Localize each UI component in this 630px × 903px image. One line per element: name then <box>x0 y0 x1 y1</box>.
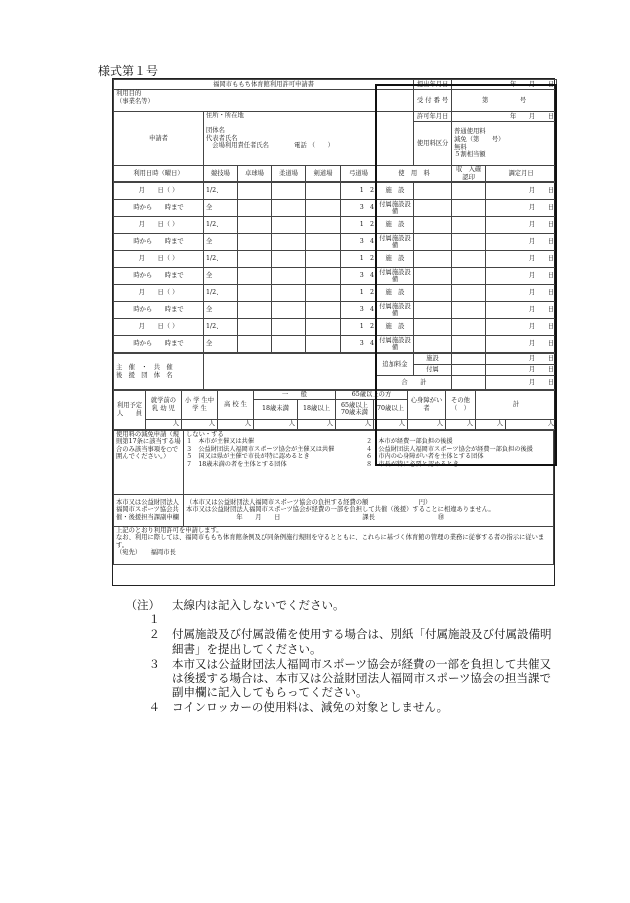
header-arena: 競技場 <box>204 166 238 182</box>
kendo-field[interactable] <box>306 183 341 200</box>
kendo-field[interactable] <box>306 234 341 251</box>
receipt-seal <box>452 217 486 234</box>
att-count[interactable]: 人 <box>408 419 446 429</box>
total-field[interactable] <box>452 376 486 390</box>
header-table-tennis: 卓球場 <box>238 166 272 182</box>
att-count[interactable]: 人 <box>254 419 298 429</box>
fee-facility: 施 設 <box>377 251 414 268</box>
kendo-field[interactable] <box>306 336 341 353</box>
tt-field[interactable] <box>238 336 272 353</box>
att-general: 一 般 <box>254 391 336 400</box>
reduction-item[interactable]: ２ 本市が経費一部負担の後援 <box>366 438 453 446</box>
receipt-seal <box>452 234 486 251</box>
kyudo-field[interactable]: 1 2 <box>341 217 377 234</box>
extra-date-a: 月 日 <box>486 354 557 365</box>
fee-attached: 付属施設設 備 <box>377 200 414 217</box>
adjust-date: 月 日 <box>486 234 557 251</box>
att-u18: 18歳未満 <box>254 399 298 419</box>
reduction-label: 使用料の減免申請（規則第17条に該当する場合のみ該当事項を○で囲んでください。） <box>114 430 184 494</box>
judo-field[interactable] <box>272 183 306 200</box>
kyudo-field[interactable]: 3 4 <box>341 200 377 217</box>
time-field[interactable]: 時から 時まで <box>114 234 204 251</box>
fee-facility-field[interactable] <box>414 217 452 234</box>
att-count[interactable]: 人 <box>146 419 182 429</box>
att-count[interactable]: 人 <box>446 419 476 429</box>
fee-attached: 付属施設設 備 <box>377 268 414 285</box>
att-o18: 18歳以上 <box>298 399 336 419</box>
tt-field[interactable] <box>238 285 272 302</box>
reduction-item[interactable]: ４ 公益財団法人福岡市スポーツ協会が経費一部負担の後援 <box>366 445 533 453</box>
arena-field[interactable]: 1/2、 <box>204 251 238 268</box>
receipt-seal <box>452 183 486 200</box>
extra-fee-label: 追加料金 <box>377 354 414 376</box>
reduction-item[interactable]: １ 本市が主催又は共催 <box>186 438 255 446</box>
arena-field[interactable]: 1/2、 <box>204 285 238 302</box>
declaration: 上記のとおり利用許可を申請します。 なお、利用に際しては、福岡市ももち体育館条例及び同条例施行規則を守るとともに、これらに基づく体育館の管理の業務に従事する者の指示に従います。 （宛先） 福岡市長 <box>114 526 554 564</box>
applicant-side-label: 申請者 <box>114 112 204 166</box>
extra-attached: 付属 <box>414 365 452 376</box>
note-item: ３ 本市又は公益財団法人福岡市スポーツ協会が経費の一部を負担して共催又は後援する場合は、本市又は公益財団法人福岡市スポーツ協会の担当課で副申欄に記入してもらってください。 <box>148 656 552 700</box>
judo-field[interactable] <box>272 251 306 268</box>
adjust-date: 月 日 <box>486 285 557 302</box>
note-item: （注）１ 太線内は記入しないでください。 <box>125 598 345 627</box>
judo-field[interactable] <box>272 319 306 336</box>
fee-attached-field[interactable] <box>414 268 452 285</box>
judo-field[interactable] <box>272 268 306 285</box>
att-high: 高 校 生 <box>218 391 254 420</box>
adjust-date: 月 日 <box>486 302 557 319</box>
kyudo-field[interactable]: 1 2 <box>341 251 377 268</box>
kyudo-field[interactable]: 1 2 <box>341 183 377 200</box>
att-preschool: 就学前の乳 幼 児 <box>146 391 182 420</box>
reduction-item[interactable]: ５ 国又は県が主催で市長が特に認めるとき <box>186 453 310 461</box>
fee-class-options[interactable]: 普通使用料 減免（第 号） 無料 ５割相当額 <box>452 122 557 166</box>
kendo-field[interactable] <box>306 217 341 234</box>
date-field[interactable]: 月 日（ ） <box>114 183 204 200</box>
permit-date-label: 許可年月日 <box>414 112 452 122</box>
submit-date-label: 提出年月日 <box>414 80 452 90</box>
tt-field[interactable] <box>238 200 272 217</box>
total-date: 月 日 <box>486 376 557 390</box>
reduction-item[interactable]: ７ 18歳未満の者を主体とする団体 <box>186 460 287 468</box>
adjust-date: 月 日 <box>486 183 557 200</box>
application-form <box>112 78 555 586</box>
arena-field[interactable]: 1/2、 <box>204 319 238 336</box>
att-count[interactable]: 人 <box>476 419 506 429</box>
date-field[interactable]: 月 日（ ） <box>114 251 204 268</box>
adjust-date: 月 日 <box>486 200 557 217</box>
adjust-date: 月 日 <box>486 251 557 268</box>
tt-field[interactable] <box>238 268 272 285</box>
reduction-item[interactable]: ３ 公益財団法人福岡市スポーツ協会が主催又は共催 <box>186 445 335 453</box>
kyudo-field[interactable]: 3 4 <box>341 336 377 353</box>
fee-facility: 施 設 <box>377 285 414 302</box>
arena-full[interactable]: 全 <box>204 302 238 319</box>
fee-attached: 付属施設設 備 <box>377 234 414 251</box>
kyudo-field[interactable]: 3 4 <box>341 234 377 251</box>
judo-field[interactable] <box>272 200 306 217</box>
receipt-seal <box>452 268 486 285</box>
fee-facility: 施 設 <box>377 319 414 336</box>
att-other: その他（ ） <box>446 391 476 420</box>
purpose-field[interactable]: 利用目的 （事業名等） <box>114 90 414 112</box>
adjust-date: 月 日 <box>486 319 557 336</box>
att-count[interactable]: 人 <box>182 419 218 429</box>
att-65-70: 65歳以上70歳未満 <box>336 399 374 419</box>
extra-attached-field[interactable] <box>452 365 486 376</box>
arena-full[interactable]: 全 <box>204 268 238 285</box>
extra-date-b: 月 日 <box>486 365 557 376</box>
att-70: 70歳以上 <box>374 399 408 419</box>
organizer-field[interactable] <box>204 354 377 390</box>
header-kendo: 剣道場 <box>306 166 341 182</box>
att-school: 小 学 生中 学 生 <box>182 391 218 420</box>
form-title: 福岡市ももち体育館利用許可申請書 <box>114 80 414 90</box>
kendo-field[interactable] <box>306 268 341 285</box>
receipt-seal <box>452 319 486 336</box>
fee-facility: 施 設 <box>377 217 414 234</box>
date-field[interactable]: 月 日（ ） <box>114 217 204 234</box>
header-fee: 使 用 料 <box>377 166 452 182</box>
att-total: 計 <box>476 391 557 420</box>
kendo-field[interactable] <box>306 302 341 319</box>
fee-facility-field[interactable] <box>414 285 452 302</box>
tt-field[interactable] <box>238 319 272 336</box>
kyudo-field[interactable]: 1 2 <box>341 285 377 302</box>
att-count[interactable]: 人 <box>374 419 408 429</box>
att-count[interactable]: 人 <box>336 419 374 429</box>
date-field[interactable]: 月 日（ ） <box>114 285 204 302</box>
att-count[interactable]: 人 <box>506 419 557 429</box>
total-label: 合 計 <box>377 376 452 390</box>
fee-attached: 付属施設設 備 <box>377 336 414 353</box>
arena-full[interactable]: 全 <box>204 336 238 353</box>
reduction-options[interactable]: しない・する １ 本市が主催又は共催 ２ 本市が経費一部負担の後援 ３ 公益財団法人福岡市スポーツ協会が主催又は共催 ４ 公益財団法人福岡市スポーツ協会が経費一部負担の後援 ５ 国又は県が主催で市長が特に認めるとき ６ 市内の心身障がい者を主体とする団体 ７ 18歳未満の者を主体とする団体 ８ 市長が特に必要と認めるとき <box>184 430 554 494</box>
header-judo: 柔道場 <box>272 166 306 182</box>
kendo-field[interactable] <box>306 251 341 268</box>
att-over65: 65歳以上の方 <box>336 391 408 400</box>
arena-full[interactable]: 全 <box>204 234 238 251</box>
fee-attached: 付属施設設 備 <box>377 302 414 319</box>
tt-field[interactable] <box>238 183 272 200</box>
arena-full[interactable]: 全 <box>204 200 238 217</box>
adjust-date: 月 日 <box>486 336 557 353</box>
header-receipt-seal: 収 入確認印 <box>452 166 486 182</box>
note-item: ４ コインロッカーの使用料は、減免の対象としません。 <box>148 700 449 715</box>
tt-field[interactable] <box>238 217 272 234</box>
fee-attached-field[interactable] <box>414 200 452 217</box>
adjust-date: 月 日 <box>486 268 557 285</box>
date-field[interactable]: 月 日（ ） <box>114 319 204 336</box>
submit-date-field[interactable]: 年 月 日 <box>452 80 557 90</box>
organizer-label: 主 催 ・ 共 催 後 援 団 体 名 <box>114 354 204 390</box>
reduction-item[interactable]: ８ 市長が特に必要と認めるとき <box>366 460 459 468</box>
judo-field[interactable] <box>272 285 306 302</box>
time-field[interactable]: 時から 時まで <box>114 336 204 353</box>
fee-class-label: 使用料区分 <box>414 122 452 166</box>
kyudo-field[interactable]: 1 2 <box>341 319 377 336</box>
kendo-field[interactable] <box>306 319 341 336</box>
receipt-seal <box>452 302 486 319</box>
permit-date-field[interactable]: 年 月 日 <box>452 112 557 122</box>
judo-field[interactable] <box>272 234 306 251</box>
kendo-field[interactable] <box>306 200 341 217</box>
att-count[interactable]: 人 <box>298 419 336 429</box>
extra-facility: 施設 <box>414 354 452 365</box>
judo-field[interactable] <box>272 302 306 319</box>
judo-field[interactable] <box>272 336 306 353</box>
attendance-label: 利用予定人 員 <box>114 391 146 430</box>
extra-facility-field[interactable] <box>452 354 486 365</box>
kendo-field[interactable] <box>306 285 341 302</box>
form-style-number: 様式第１号 <box>98 64 159 78</box>
fee-attached-field[interactable] <box>414 302 452 319</box>
time-field[interactable]: 時から 時まで <box>114 268 204 285</box>
fee-facility-field[interactable] <box>414 319 452 336</box>
receipt-seal <box>452 200 486 217</box>
fee-facility: 施 設 <box>377 183 414 200</box>
adjust-date: 月 日 <box>486 217 557 234</box>
arena-field[interactable]: 1/2、 <box>204 183 238 200</box>
header-datetime: 利用日時（曜日） <box>114 166 204 182</box>
notes <box>115 598 555 716</box>
receipt-no-label: 受 付 番 号 <box>414 90 452 112</box>
kyudo-field[interactable]: 3 4 <box>341 268 377 285</box>
receipt-seal <box>452 285 486 302</box>
fee-attached-field[interactable] <box>414 234 452 251</box>
judo-field[interactable] <box>272 217 306 234</box>
att-count[interactable]: 人 <box>218 419 254 429</box>
time-field[interactable]: 時から 時まで <box>114 200 204 217</box>
reduction-item[interactable]: ６ 市内の心身障がい者を主体とする団体 <box>366 453 484 461</box>
tt-field[interactable] <box>238 302 272 319</box>
kyudo-field[interactable]: 3 4 <box>341 302 377 319</box>
arena-field[interactable]: 1/2、 <box>204 217 238 234</box>
cosponsor-field[interactable]: （本市又は公益財団法人福岡市スポーツ協会の負担する経費の額 円） 本市又は公益財団法人福岡市スポーツ協会が経費の一部を負担して共催（後援）することに相違ありません。 年 月 日 課長 ㊞ <box>184 494 554 526</box>
fee-attached-field[interactable] <box>414 336 452 353</box>
tt-field[interactable] <box>238 234 272 251</box>
note-item: ２ 付属施設及び付属設備を使用する場合は、別紙「付属施設及び付属設備明細書」を提出してください。 <box>148 627 552 656</box>
fee-facility-field[interactable] <box>414 251 452 268</box>
receipt-seal <box>452 251 486 268</box>
applicant-fields[interactable]: 住所・所在地 団体名 代表者氏名 会場利用責任者氏名 電話 （ ） <box>204 112 414 166</box>
tt-field[interactable] <box>238 251 272 268</box>
header-adjust-date: 調定月日 <box>486 166 557 182</box>
fee-facility-field[interactable] <box>414 183 452 200</box>
receipt-no-field[interactable]: 第 号 <box>452 90 557 112</box>
receipt-seal <box>452 336 486 353</box>
time-field[interactable]: 時から 時まで <box>114 302 204 319</box>
cosponsor-label: 本市又は公益財団法人福岡市スポーツ協会共催・後援担当課副申欄 <box>114 494 184 526</box>
att-disabled: 心身障がい者 <box>408 391 446 420</box>
header-kyudo: 弓道場 <box>341 166 377 182</box>
